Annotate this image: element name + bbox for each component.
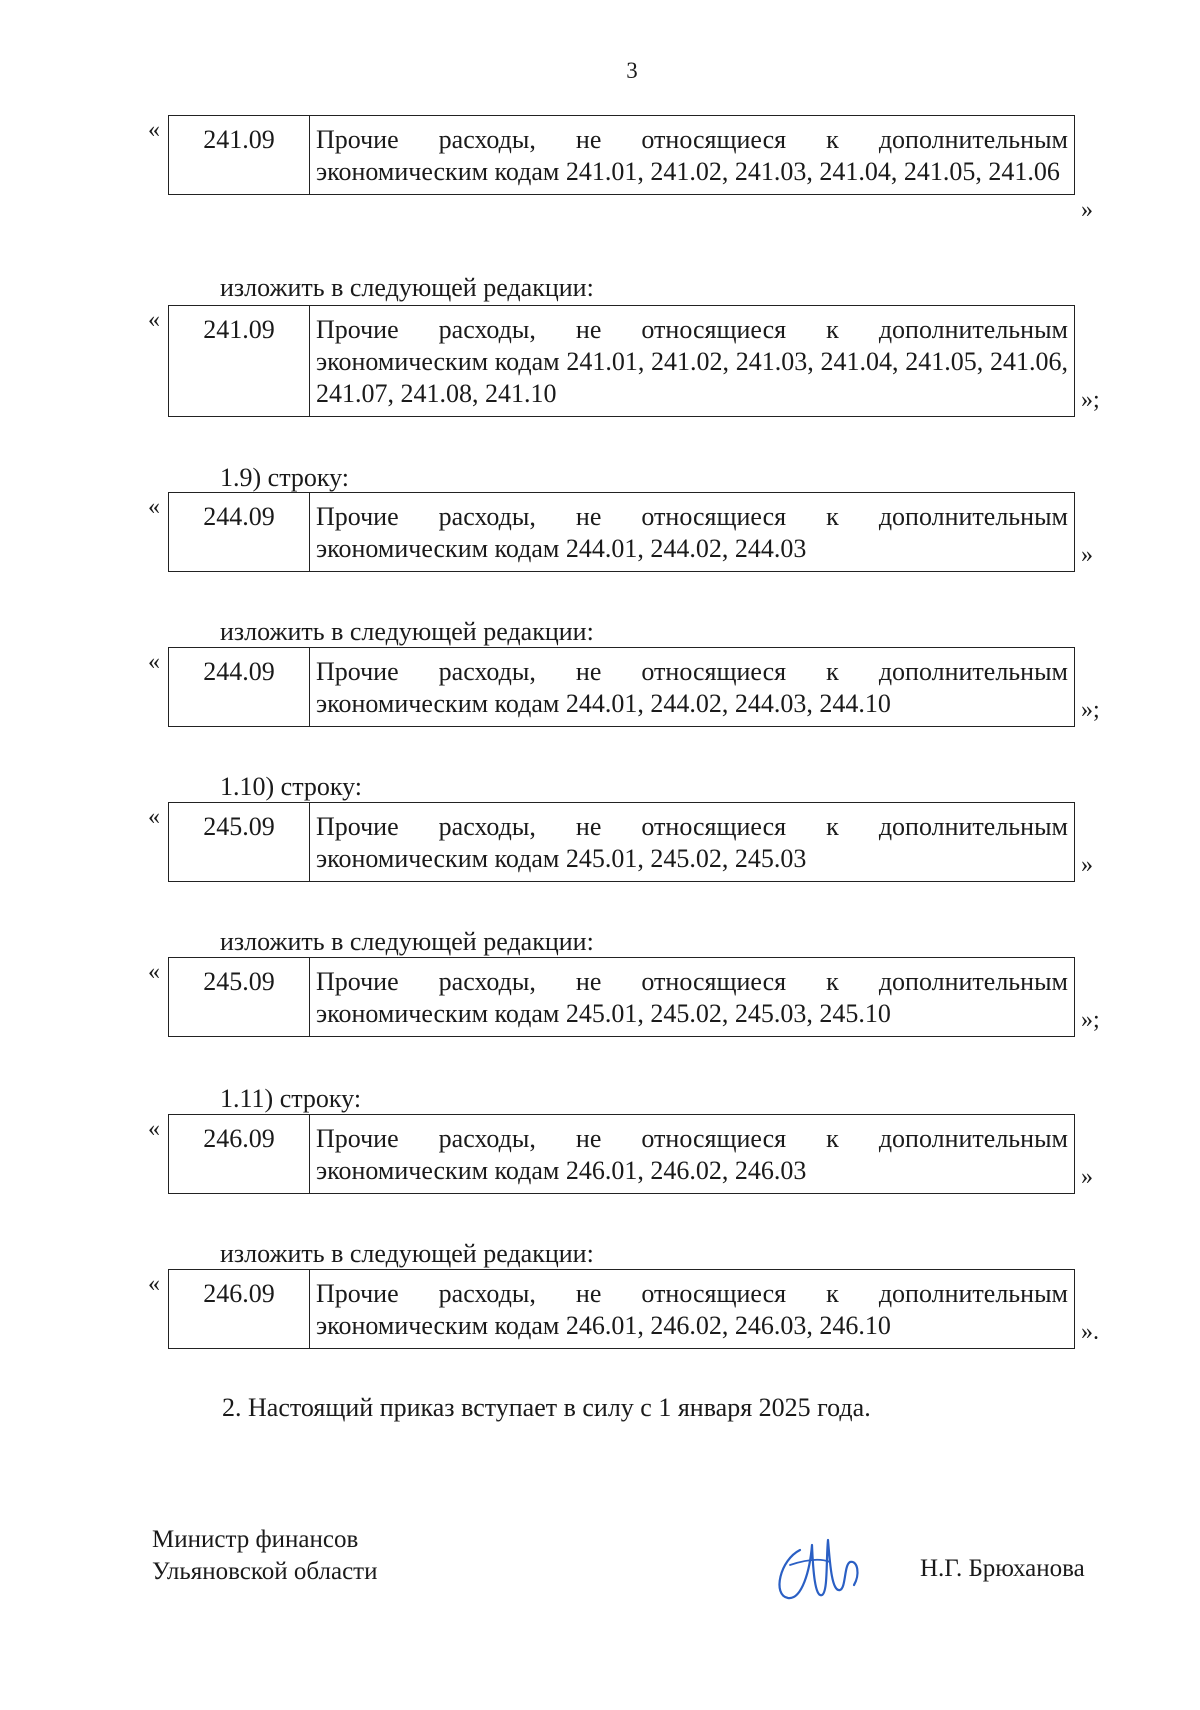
open-quote: « (148, 307, 160, 333)
description-cell: Прочие расходы, не относящиеся к дополнительным экономическим кодам 246.01, 246.02, 246.03 (310, 1115, 1075, 1194)
handwritten-signature (760, 1520, 880, 1610)
code-table (168, 115, 1075, 195)
item-label-1-10: 1.10) строку: (220, 772, 363, 801)
description-cell: Прочие расходы, не относящиеся к дополнительным экономическим кодам 241.01, 241.02, 241.03, 241.04, 241.05, 241.06 (310, 116, 1075, 195)
close-quote: »; (1081, 697, 1100, 723)
code-cell: 245.09 (169, 803, 310, 882)
signatory-title-line2: Ульяновской области (152, 1558, 378, 1585)
description-cell: Прочие расходы, не относящиеся к дополнительным экономическим кодам 245.01, 245.02, 245.03 (310, 803, 1075, 882)
description-cell: Прочие расходы, не относящиеся к дополнительным экономическим кодам 241.01, 241.02, 241.03, 241.04, 241.05, 241.06, 241.07, 241.08, 241.10 (310, 306, 1075, 417)
open-quote: « (148, 117, 160, 143)
code-table (168, 647, 1075, 727)
code-table (168, 305, 1075, 417)
close-quote: » (1081, 542, 1093, 568)
open-quote: « (148, 649, 160, 675)
redaction-label: изложить в следующей редакции: (220, 617, 594, 646)
item-label-1-9: 1.9) строку: (220, 463, 350, 492)
code-table (168, 1114, 1075, 1194)
open-quote: « (148, 959, 160, 985)
signatory-title (152, 1524, 377, 1588)
description-cell: Прочие расходы, не относящиеся к дополнительным экономическим кодам 244.01, 244.02, 244.03 (310, 493, 1075, 572)
signatory-name: Н.Г. Брюханова (920, 1555, 1085, 1582)
open-quote: « (148, 804, 160, 830)
redaction-label: изложить в следующей редакции: (220, 1239, 594, 1268)
closing-paragraph: 2. Настоящий приказ вступает в силу с 1 января 2025 года. (222, 1393, 871, 1422)
redaction-label: изложить в следующей редакции: (220, 273, 594, 302)
redaction-label: изложить в следующей редакции: (220, 927, 594, 956)
description-cell: Прочие расходы, не относящиеся к дополнительным экономическим кодам 246.01, 246.02, 246.03, 246.10 (310, 1270, 1075, 1349)
code-cell: 241.09 (169, 116, 310, 195)
code-cell: 241.09 (169, 306, 310, 417)
open-quote: « (148, 1271, 160, 1297)
code-cell: 246.09 (169, 1270, 310, 1349)
code-cell: 244.09 (169, 648, 310, 727)
open-quote: « (148, 494, 160, 520)
description-cell: Прочие расходы, не относящиеся к дополнительным экономическим кодам 244.01, 244.02, 244.03, 244.10 (310, 648, 1075, 727)
signatory-title-line1: Министр финансов (152, 1526, 359, 1553)
close-quote: »; (1081, 1007, 1100, 1033)
code-cell: 245.09 (169, 958, 310, 1037)
page-number: 3 (626, 58, 638, 83)
close-quote: » (1081, 197, 1093, 223)
code-cell: 246.09 (169, 1115, 310, 1194)
close-quote: ». (1081, 1319, 1099, 1345)
description-cell: Прочие расходы, не относящиеся к дополнительным экономическим кодам 245.01, 245.02, 245.03, 245.10 (310, 958, 1075, 1037)
code-table (168, 957, 1075, 1037)
code-table (168, 1269, 1075, 1349)
code-table (168, 802, 1075, 882)
item-label-1-11: 1.11) строку: (220, 1084, 362, 1113)
code-cell: 244.09 (169, 493, 310, 572)
close-quote: » (1081, 1164, 1093, 1190)
close-quote: » (1081, 852, 1093, 878)
close-quote: »; (1081, 387, 1100, 413)
open-quote: « (148, 1116, 160, 1142)
code-table (168, 492, 1075, 572)
